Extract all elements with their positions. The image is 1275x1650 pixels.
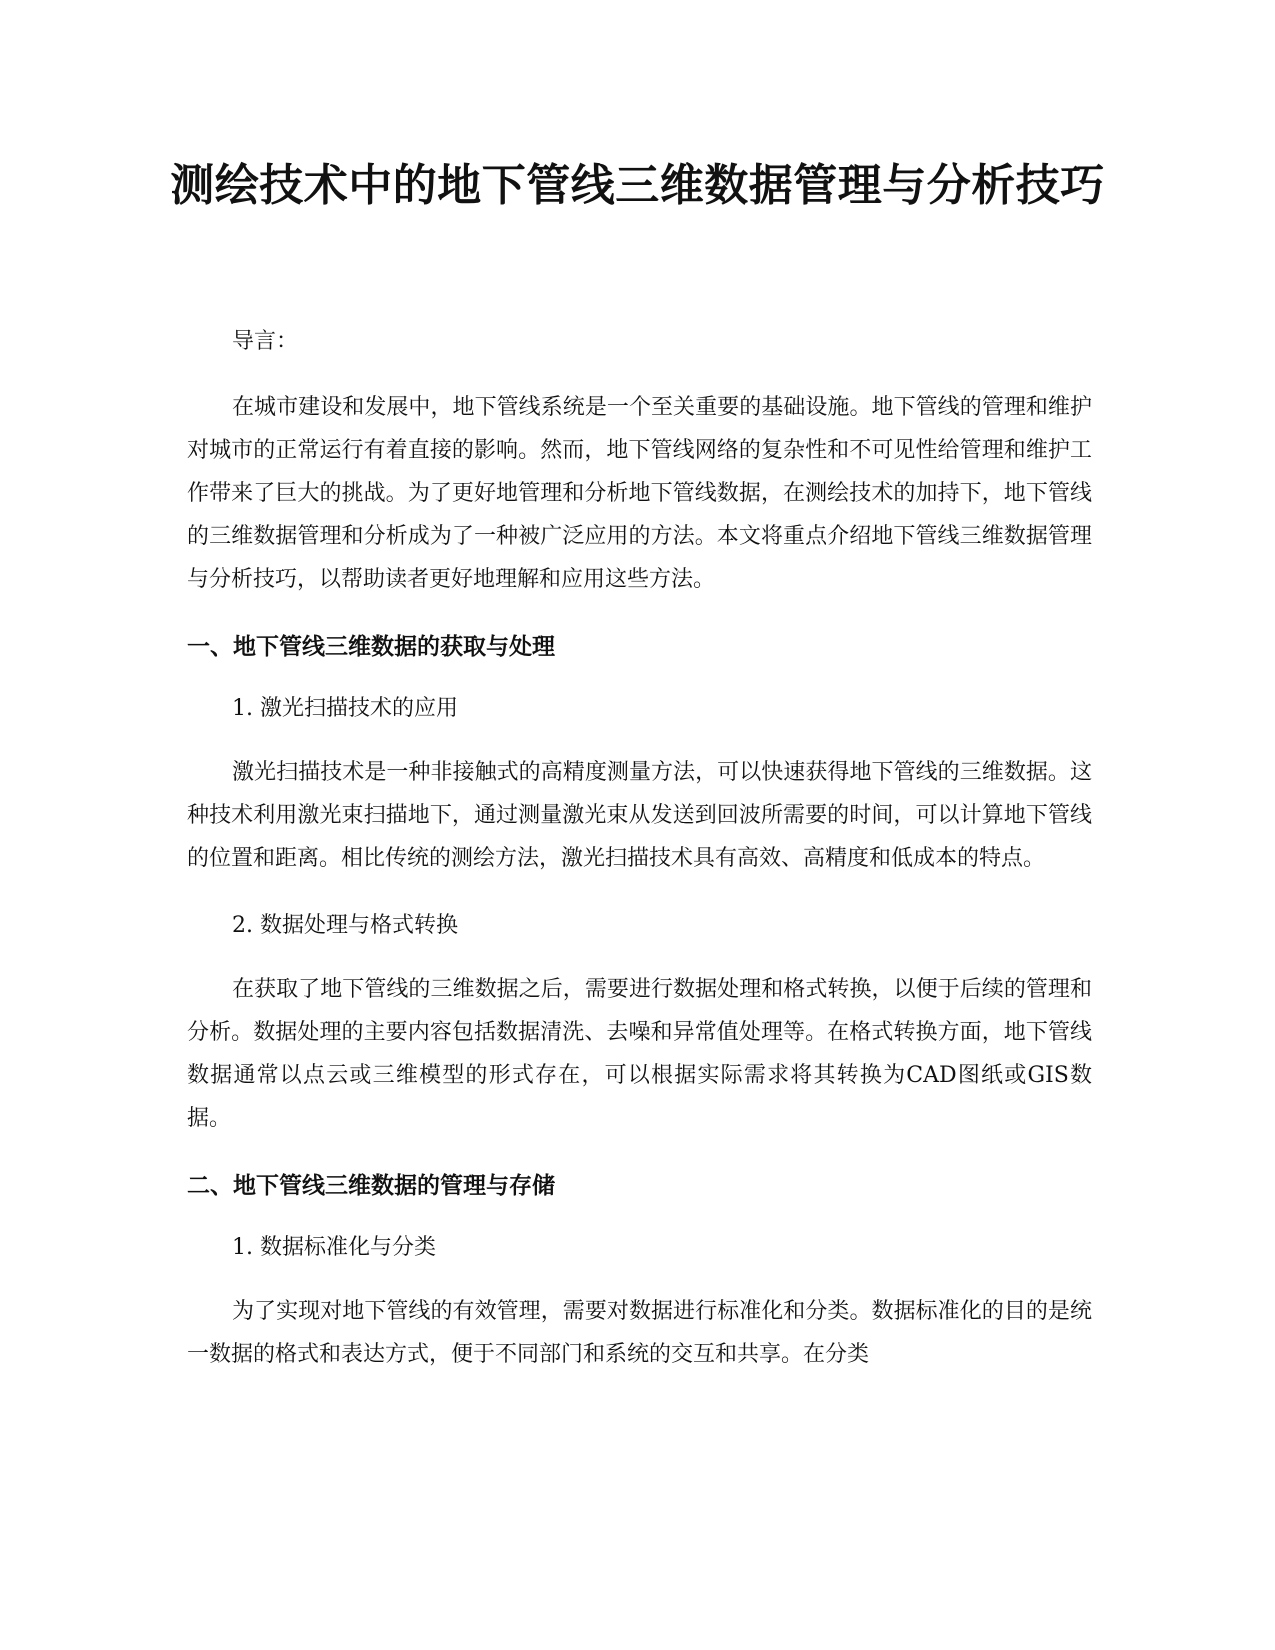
subsection-title: 1. 数据标准化与分类 xyxy=(232,1235,436,1260)
subsection-title: 2. 数据处理与格式转换 xyxy=(232,913,458,938)
intro-paragraph: 在城市建设和发展中，地下管线系统是一个至关重要的基础设施。地下管线的管理和维护对城市的正常运行有着直接的影响。然而，地下管线网络的复杂性和不可见性给管理和维护工作带来了巨大的挑战。为了更好地管理和分析地下管线数据，在测绘技术的加持下，地下管线的三维数据管理和分析成为了一种被广泛应用的方法。本文将重点介绍地下管线三维数据管理与分析技巧，以帮助读者更好地理解和应用这些方法。 xyxy=(187,395,1092,592)
body-paragraph: 激光扫描技术是一种非接触式的高精度测量方法，可以快速获得地下管线的三维数据。这种技术利用激光束扫描地下，通过测量激光束从发送到回波所需要的时间，可以计算地下管线的位置和距离。相比传统的测绘方法，激光扫描技术具有高效、高精度和低成本的特点。 xyxy=(187,760,1092,871)
section-heading: 二、地下管线三维数据的管理与存储 xyxy=(187,1173,555,1199)
document-title: 测绘技术中的地下管线三维数据管理与分析技巧 xyxy=(170,160,1105,211)
body-paragraph: 在获取了地下管线的三维数据之后，需要进行数据处理和格式转换，以便于后续的管理和分析。数据处理的主要内容包括数据清洗、去噪和异常值处理等。在格式转换方面，地下管线数据通常以点云或三维模型的形式存在，可以根据实际需求将其转换为CAD图纸或GIS数据。 xyxy=(187,977,1092,1131)
intro-label: 导言： xyxy=(232,329,299,354)
body-paragraph: 为了实现对地下管线的有效管理，需要对数据进行标准化和分类。数据标准化的目的是统一数据的格式和表达方式，便于不同部门和系统的交互和共享。在分类 xyxy=(187,1299,1092,1367)
subsection-title: 1. 激光扫描技术的应用 xyxy=(232,696,458,721)
document-body xyxy=(187,322,1092,1402)
section-heading: 一、地下管线三维数据的获取与处理 xyxy=(187,634,555,660)
